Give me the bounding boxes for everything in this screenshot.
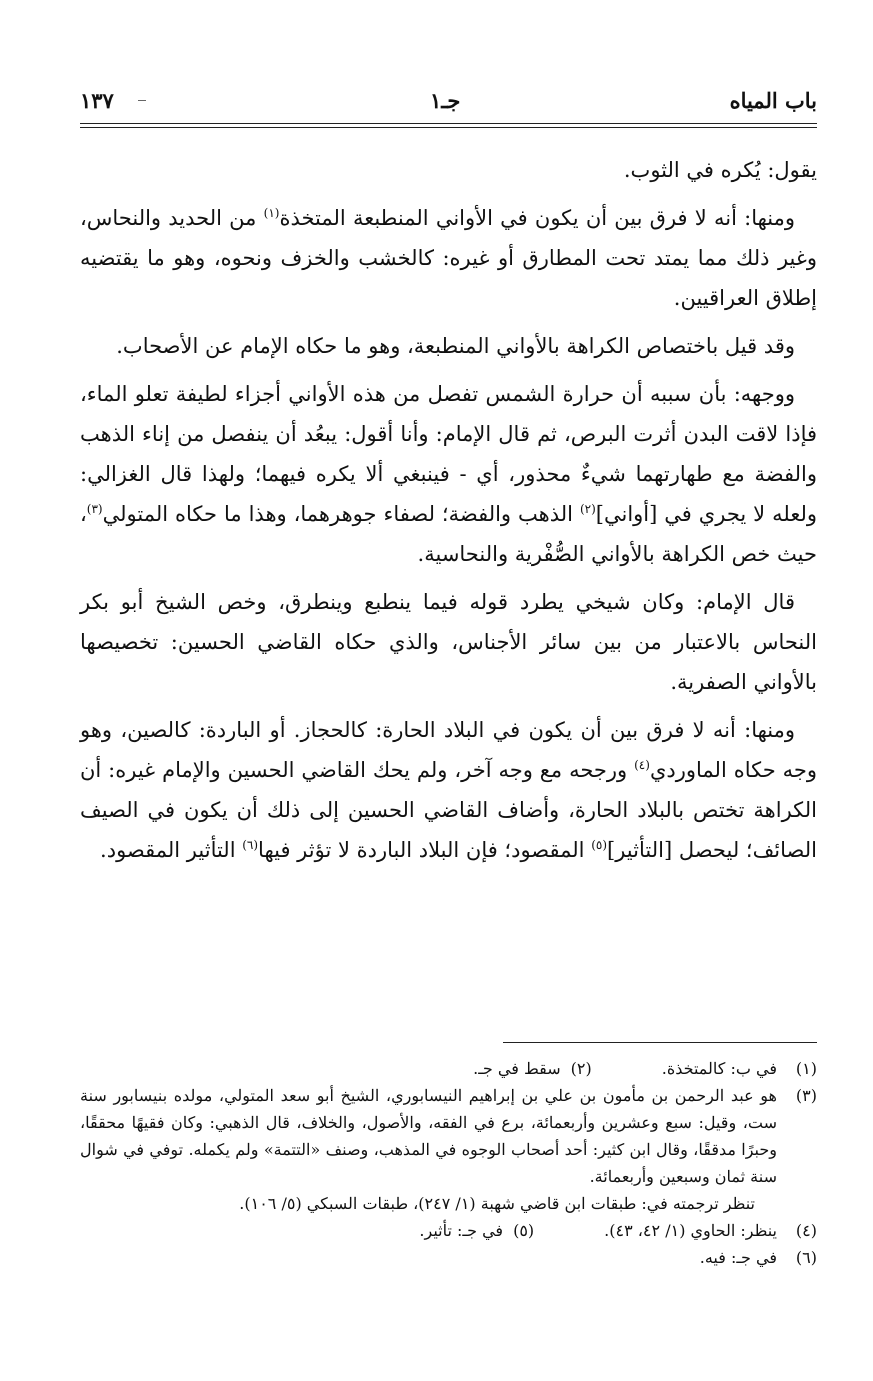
footnote-text: سقط في جـ. <box>473 1059 561 1078</box>
footnote-text: في جـ: فيه. <box>699 1248 777 1267</box>
footnote-text: في ب: كالمتخذة. <box>661 1059 777 1078</box>
header-rule-inner <box>80 127 817 128</box>
footnote-number: (٥) <box>513 1221 535 1240</box>
footnote-row-3-sources <box>80 1190 817 1217</box>
footnote-ref: (٤) <box>634 758 650 772</box>
footnote-ref: (١) <box>263 206 280 220</box>
footnote-ref: (٣) <box>86 502 103 516</box>
footnote-number: (٣) <box>795 1086 817 1105</box>
footnote-number: (١) <box>795 1059 817 1078</box>
paragraph-5: قال الإمام: وكان شيخي يطرد قوله فيما ينطبع وينطرق، وخص الشيخ أبو بكر النحاس بالاعتبار من بين سائر الأجناس، والذي حكاه القاضي الحسين: تخصيصها بالأواني الصفرية. <box>80 590 817 694</box>
footnote-ref: (٢) <box>579 502 596 516</box>
footnote-number: (٤) <box>795 1221 817 1240</box>
paragraph-4: ووجهه: بأن سببه أن حرارة الشمس تفصل من هذه الأواني أجزاء لطيفة تعلو الماء، فإذا لاقت البدن أثرت البرص، ثم قال الإمام: وأنا أقول: يبعُد أن ينفصل من إناء الذهب والفضة مع طهارتهما شيءٌ محذور، أي - فينبغي ألا يكره فيهما؛ ولهذا قال الغزالي: ولعله لا يجري في [أواني]$^{(٢)}$ الذهب والفضة؛ لصفاء جوهرهما، وهذا ما حكاه المتولي$^{(٣)}$، حيث خص الكراهة بالأواني الصُّفْرية والنحاسية. <box>80 382 818 566</box>
footnote-row-1-2 <box>80 1055 817 1082</box>
page-number: ١٣٧ <box>80 88 114 113</box>
paragraph-6: ومنها: أنه لا فرق بين أن يكون في البلاد الحارة: كالحجاز. أو الباردة: كالصين، وهو وجه حكاه الماوردي$^{(٤)}$ ورجحه مع وجه آخر، ولم يحك القاضي الحسين والإمام غيره: أن الكراهة تختص بالبلاد الحارة، وأضاف القاضي الحسين إلى ذلك أن يكون في الصيف الصائف؛ ليحصل [التأثير]$^{(٥)}$ المقصود؛ فإن البلاد الباردة لا تؤثر فيها$^{(٦)}$ التأثير المقصود. <box>80 718 817 862</box>
footnote-sources: تنظر ترجمته في: طبقات ابن قاضي شهبة (١/ ٢٤٧)، طبقات السبكي (٥/ ١٠٦). <box>239 1194 755 1213</box>
footnote-ref: (٦) <box>242 838 259 852</box>
header-rule <box>80 123 817 124</box>
header-tick <box>138 100 146 101</box>
paragraph-2: ومنها: أنه لا فرق بين أن يكون في الأواني المنطبعة المتخذة$^{(١)}$ من الحديد والنحاس، وغير ذلك مما يمتد تحت المطارق أو غيره: كالخشب والخزف ونحوه، وهو ما يقتضيه إطلاق العراقيين. <box>80 206 817 310</box>
footnote-ref: (٥) <box>591 838 608 852</box>
footnote-number: (٢) <box>570 1059 592 1078</box>
page-header <box>80 86 817 122</box>
footnotes <box>80 1055 817 1271</box>
paragraph-1: يقول: يُكره في الثوب. <box>623 158 817 182</box>
main-text <box>80 150 817 878</box>
footnote-text: هو عبد الرحمن بن مأمون بن علي بن إبراهيم النيسابوري، الشيخ أبو سعد المتولي، مولده بنيسابور سنة ست، وقيل: سبع وعشرين وأربعمائة، برع في الفقه، والأصول، والخلاف، قال الذهبي: وكان فقيهًا محققًا، وحبرًا مدققًا، وقال ابن كثير: أحد أصحاب الوجوه في المذهب، وصنف «التتمة» ولم يكمله. توفي في شوال سنة ثمان وسبعين وأربعمائة. <box>80 1086 777 1186</box>
paragraph-3: وقد قيل باختصاص الكراهة بالأواني المنطبعة، وهو ما حكاه الإمام عن الأصحاب. <box>116 334 795 358</box>
footnote-text: ينظر: الحاوي (١/ ٤٢، ٤٣). <box>604 1221 777 1240</box>
footnote-number: (٦) <box>795 1248 817 1267</box>
footnote-row-4-5 <box>80 1217 817 1244</box>
volume-label: جـ١ <box>430 88 461 113</box>
chapter-title: باب المياه <box>729 88 817 113</box>
footnote-row-6 <box>80 1244 817 1271</box>
footnote-text: في جـ: تأثير. <box>419 1221 504 1240</box>
footnote-separator <box>503 1042 817 1043</box>
footnote-row-3 <box>80 1082 817 1190</box>
